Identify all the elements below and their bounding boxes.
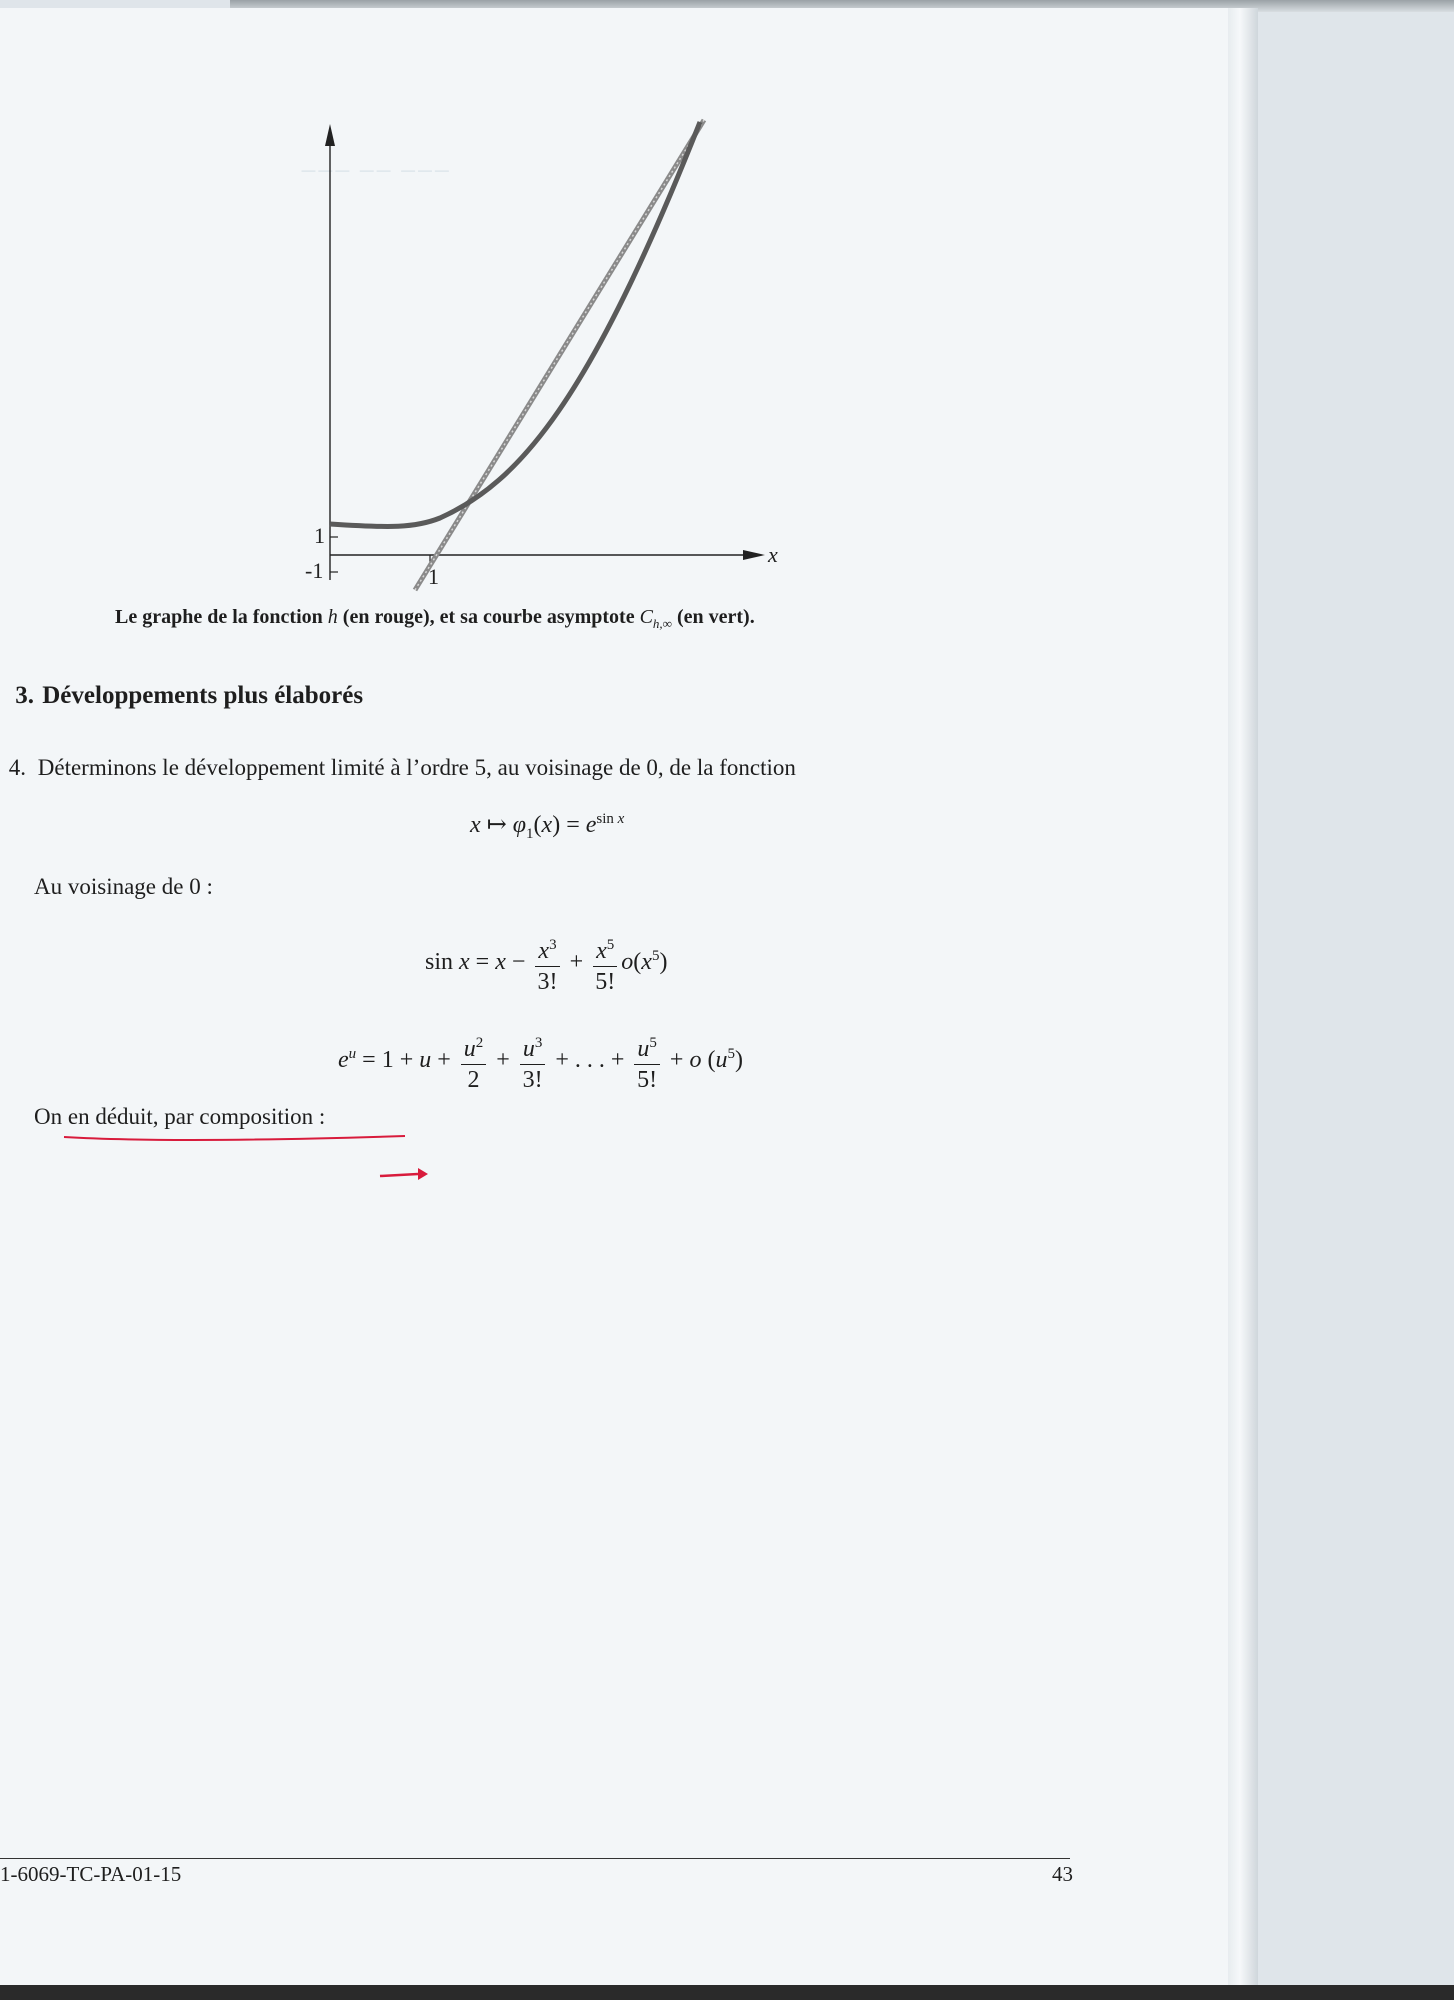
item-4 [0, 755, 796, 781]
document-code: 1-6069-TC-PA-01-15 [0, 1862, 182, 1886]
y-tick-label-1: 1 [314, 523, 325, 548]
bleed-through-ghost: −−− −− −−− [300, 155, 451, 188]
y-tick-label-minus-1: -1 [305, 558, 324, 583]
sin-expansion: sin x = x − $\frac{x^3}{3!}$ + $\frac{x^5}{5!}$ $o(x^5)$ [425, 930, 667, 997]
y-axis-arrow-icon [325, 124, 335, 146]
neighborhood-text: Au voisinage de 0 : [34, 874, 213, 899]
x-axis-label: x [768, 542, 778, 567]
section-heading [0, 682, 363, 710]
caption-c-subscript: h,∞ [652, 616, 672, 631]
scan-bottom-edge [0, 1985, 1454, 2000]
function-h-curve [330, 122, 700, 526]
caption-c: C [639, 606, 653, 628]
caption-part-2: (en rouge), et sa courbe asymptote [337, 606, 640, 628]
handwritten-annotations [60, 1128, 440, 1188]
function-graph [300, 110, 820, 600]
underline-stroke [64, 1136, 405, 1140]
section-title: Développements plus élaborés [42, 682, 364, 709]
caption-part-3: (en vert). [671, 606, 755, 628]
caption-h: h [327, 606, 338, 628]
function-definition: x ↦ $\varphi_1(x) = e^{sin x}$ [470, 811, 625, 842]
footer-rule [0, 1858, 1070, 1859]
item-number: 4. [8, 755, 26, 780]
x-axis-arrow-icon [743, 550, 765, 560]
x-tick-label-1: 1 [428, 564, 439, 589]
exp-expansion: $e^u = 1 + u$ + $\frac{u^2}{2}$ + $\frac{u^3}{3!}$ + . . . + $\frac{u^5}{5!}$ + o $(u^5)$ [338, 1028, 743, 1095]
caption-part-1: Le graphe de la fonction [115, 606, 328, 628]
section-number: 3. [15, 682, 34, 709]
item-text: Déterminons le développement limité à l’ordre 5, au voisinage de 0, de la fonction [37, 755, 796, 780]
page-edge [1228, 8, 1258, 1990]
page-number: 43 [1052, 1862, 1073, 1886]
deduce-text: On en déduit, par composition : [34, 1104, 326, 1129]
figure-caption [115, 606, 755, 632]
arrow-icon [380, 1174, 418, 1176]
